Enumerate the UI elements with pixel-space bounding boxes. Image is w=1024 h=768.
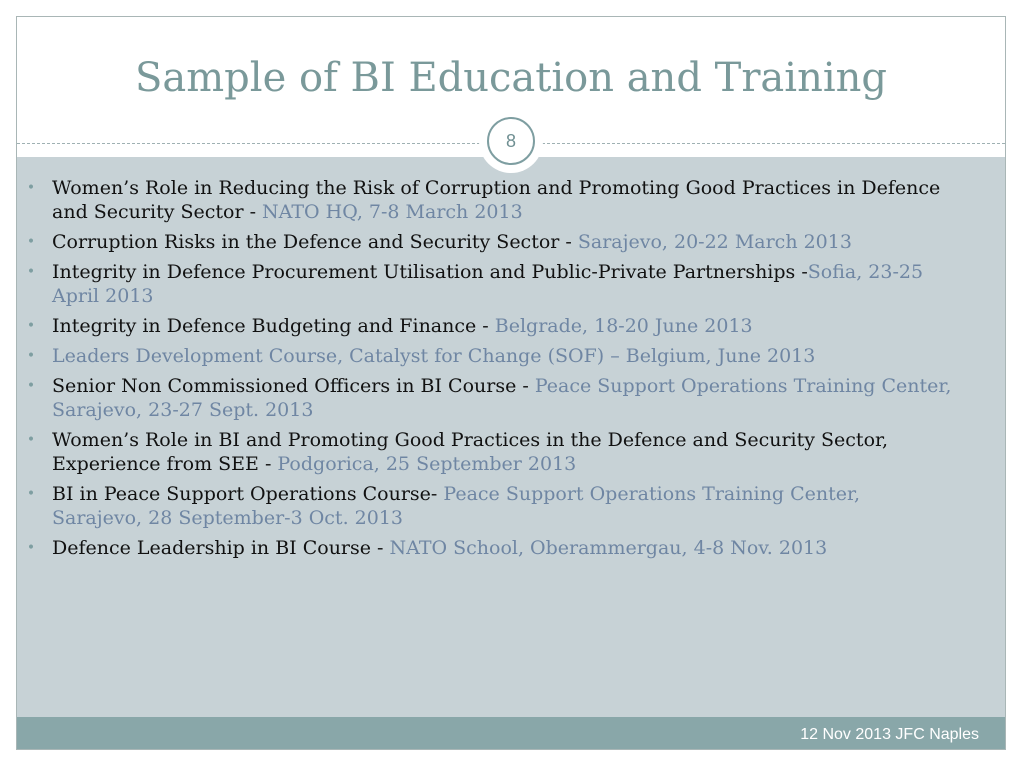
item-detail: Peace Support Operations Training Center, Sarajevo, 28 September-3 Oct. 2013 [52,483,861,529]
item-detail: Podgorica, 25 September 2013 [277,453,577,475]
list-item [24,344,954,368]
list-item [24,260,954,308]
item-main: Women’s Role in Reducing the Risk of Corruption and Promoting Good Practices in Defence and Security Sector - [52,177,941,223]
bullet-icon: • [26,432,36,448]
item-main: Integrity in Defence Procurement Utilisation and Public-Private Partnerships - [52,261,808,283]
bullet-icon: • [26,264,36,280]
bullet-icon: • [26,348,36,364]
slide-footer [17,717,1005,750]
list-item [24,314,954,338]
item-main: Defence Leadership in BI Course - [52,537,390,559]
course-list [24,176,954,566]
item-detail: Sofia, 23-25 April 2013 [52,261,924,307]
item-detail: NATO HQ, 7-8 March 2013 [262,201,523,223]
list-item [24,230,954,254]
item-main: Corruption Risks in the Defence and Security Sector - [52,231,578,253]
item-detail: Peace Support Operations Training Center, Sarajevo, 23-27 Sept. 2013 [52,375,952,421]
item-main: Integrity in Defence Budgeting and Finance - [52,315,495,337]
footer-text: 12 Nov 2013 JFC Naples [800,726,979,743]
item-detail: NATO School, Oberammergau, 4-8 Nov. 2013 [389,537,828,559]
bullet-icon: • [26,318,36,334]
list-item [24,374,954,422]
list-item [24,428,954,476]
list-item [24,482,954,530]
item-main: Women’s Role in BI and Promoting Good Practices in the Defence and Security Sector, Experience from SEE - [52,429,889,475]
bullet-icon: • [26,180,36,196]
item-main: BI in Peace Support Operations Course- [52,483,444,505]
bullet-icon: • [26,540,36,556]
list-item [24,536,954,560]
list-item [24,176,954,224]
bullet-icon: • [26,486,36,502]
item-main: Senior Non Commissioned Officers in BI Course - [52,375,535,397]
item-detail: Leaders Development Course, Catalyst for Change (SOF) – Belgium, June 2013 [52,345,816,367]
item-detail: Sarajevo, 20-22 March 2013 [577,231,852,253]
item-detail: Belgrade, 18-20 June 2013 [494,315,753,337]
slide-title: Sample of BI Education and Training [134,55,887,101]
bullet-icon: • [26,234,36,250]
slide-number: 8 [487,117,535,165]
bullet-icon: • [26,378,36,394]
